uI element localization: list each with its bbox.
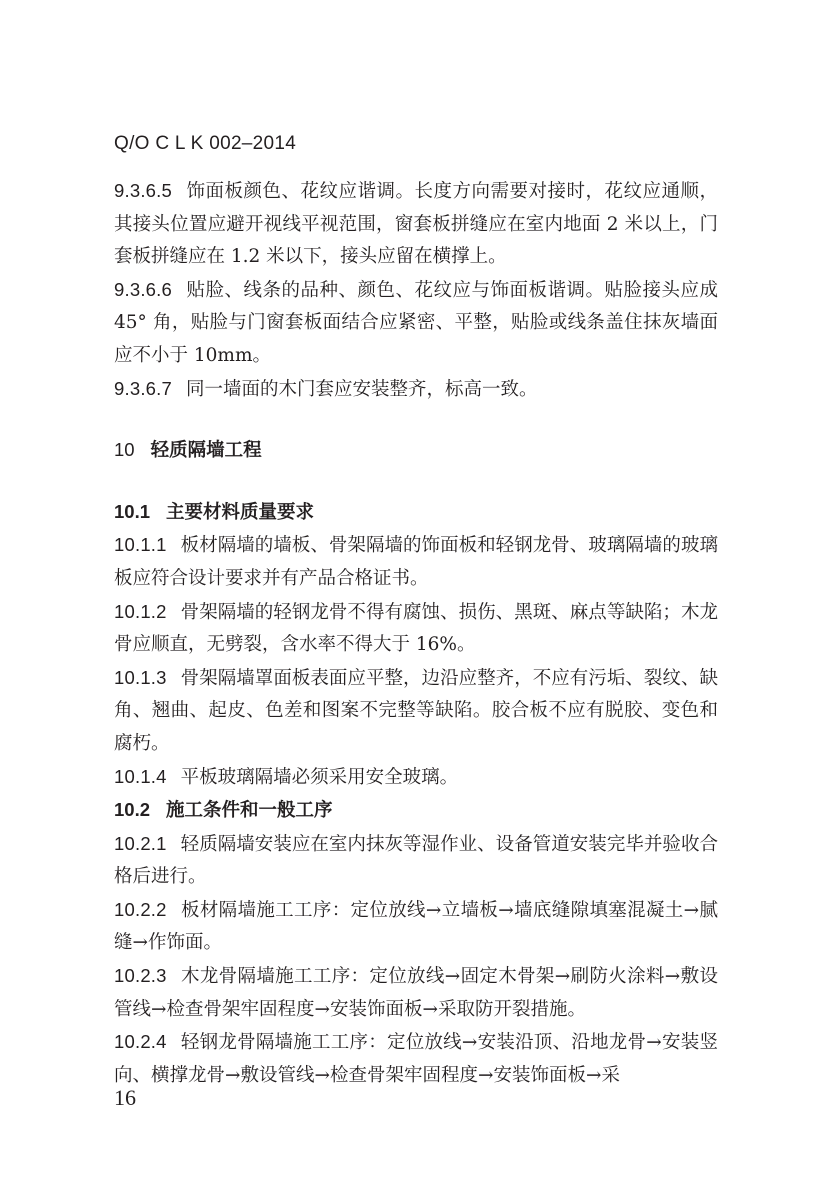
clause-10-1-4 xyxy=(114,761,718,795)
clause-text: 同一墙面的木门套应安装整齐，标高一致。 xyxy=(185,378,538,400)
clause-10-1-2 xyxy=(114,596,718,662)
clause-number: 10.2.1 xyxy=(114,832,167,854)
clause-10-2-4 xyxy=(114,1026,718,1092)
clause-9-3-6-7 xyxy=(114,373,718,407)
clause-number: 10.1.3 xyxy=(114,666,167,688)
clause-10-2-2 xyxy=(114,894,718,960)
clause-text: 贴脸、线条的品种、颜色、花纹应与饰面板谐调。贴脸接头应成 45° 角，贴脸与门窗套板面结合应紧密、平整，贴脸或线条盖住抹灰墙面应不小于 10mm。 xyxy=(114,279,718,366)
page-number: 16 xyxy=(114,1085,136,1110)
clause-number: 9.3.6.6 xyxy=(114,278,172,300)
clause-number: 9.3.6.7 xyxy=(114,377,172,399)
clause-10-1-1 xyxy=(114,529,718,595)
clause-10-1-3 xyxy=(114,662,718,761)
clause-9-3-6-5 xyxy=(114,175,718,274)
chapter-title: 轻质隔墙工程 xyxy=(150,440,262,462)
clause-number: 10.1.2 xyxy=(114,600,167,622)
clause-text: 木龙骨隔墙施工工序：定位放线→固定木骨架→刷防火涂料→敷设管线→检查骨架牢固程度→安装饰面板→采取防开裂措施。 xyxy=(114,966,718,1020)
section-heading-10-2 xyxy=(114,794,718,828)
section-title: 施工条件和一般工序 xyxy=(166,800,333,822)
section-number: 10.2 xyxy=(114,799,151,821)
clause-number: 10.2.4 xyxy=(114,1031,167,1053)
section-heading-10-1 xyxy=(114,496,718,530)
clause-number: 10.2.3 xyxy=(114,965,167,987)
clause-text: 轻钢龙骨隔墙施工工序：定位放线→安装沿顶、沿地龙骨→安装竖向、横撑龙骨→敷设管线→检查骨架牢固程度→安装饰面板→采 xyxy=(114,1032,718,1086)
clause-10-2-1 xyxy=(114,828,718,894)
section-title: 主要材料质量要求 xyxy=(166,501,315,523)
clause-text: 板材隔墙的墙板、骨架隔墙的饰面板和轻钢龙骨、玻璃隔墙的玻璃板应符合设计要求并有产品合格证书。 xyxy=(114,535,718,589)
clause-text: 饰面板颜色、花纹应谐调。长度方向需要对接时，花纹应通顺，其接头位置应避开视线平视范围，窗套板拼缝应在室内地面 2 米以上，门套板拼缝应在 1.2 米以下，接头应留在横撑上。 xyxy=(114,181,718,268)
clause-10-2-3 xyxy=(114,960,718,1026)
clause-number: 10.1.1 xyxy=(114,534,167,556)
clause-text: 骨架隔墙的轻钢龙骨不得有腐蚀、损伤、黑斑、麻点等缺陷；木龙骨应顺直，无劈裂，含水率不得大于 16%。 xyxy=(114,601,718,656)
chapter-heading xyxy=(114,434,718,468)
clause-number: 10.2.2 xyxy=(114,898,167,920)
clause-text: 平板玻璃隔墙必须采用安全玻璃。 xyxy=(180,766,459,788)
chapter-number: 10 xyxy=(114,439,135,461)
clause-text: 板材隔墙施工工序：定位放线→立墙板→墙底缝隙填塞混凝土→腻缝→作饰面。 xyxy=(114,899,718,954)
clause-number: 10.1.4 xyxy=(114,765,167,787)
section-number: 10.1 xyxy=(114,500,151,522)
clause-number: 9.3.6.5 xyxy=(114,180,172,201)
document-code: Q/O C L K 002–2014 xyxy=(114,133,297,154)
clause-text: 骨架隔墙罩面板表面应平整，边沿应整齐，不应有污垢、裂纹、缺角、翘曲、起皮、色差和图案不完整等缺陷。胶合板不应有脱胶、变色和腐朽。 xyxy=(114,667,718,754)
page-body xyxy=(114,175,718,1092)
clause-text: 轻质隔墙安装应在室内抹灰等湿作业、设备管道安装完毕并验收合格后进行。 xyxy=(114,833,718,888)
clause-9-3-6-6 xyxy=(114,274,718,373)
